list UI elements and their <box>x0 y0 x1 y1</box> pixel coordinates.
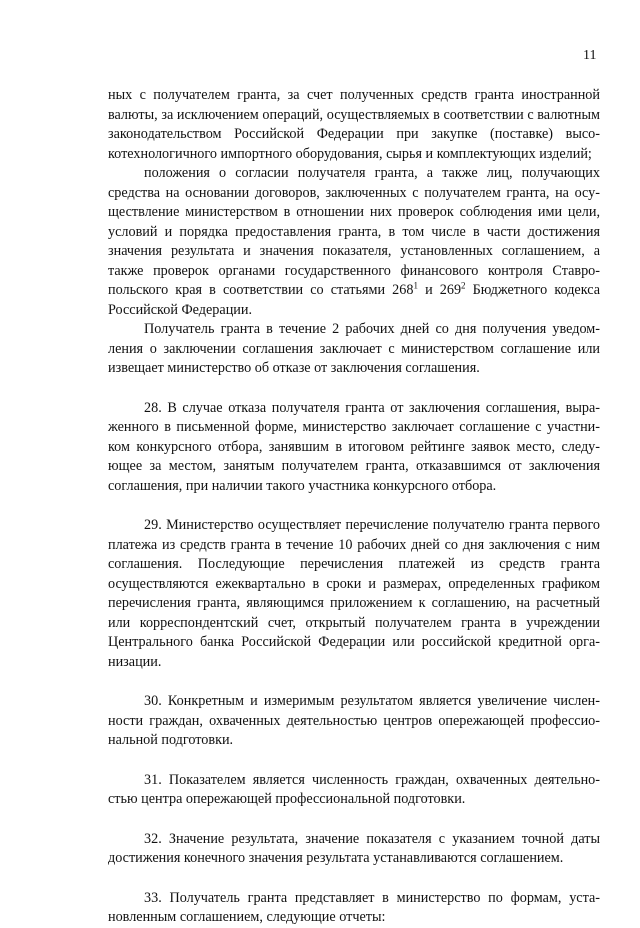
paragraph-29: 29. Министерство осуществляет перечисление получателю гранта первого платежа из средств гранта в течение 10 рабочих дней со дня заключения с ним соглашения. Последующие перечисления платежей из средств гранта осуществляются ежеквартально в сроки и размерах, определенных графиком перечисления гранта, являющимся приложением к соглашению, на расчетный или корреспондентский счет, открытый получателем гранта в учреждении Центрального банка Российской Федерации или российской кредитной организации. <box>108 517 600 670</box>
paragraph-consent-provision <box>108 164 600 320</box>
paragraph-text: положения о согласии получателя гранта, а также лиц, получающих средства на основании договоров, заключенных с получателем гранта, на осуществление министерством в отношении них проверок соблюдения ими цели, условий и порядка предоставления гранта, в том числе в части достижения значения результата и значения показателя, установленных соглашением, а также проверок органами государственного финансового контроля Ставропольского края в соответствии со статьями 268 <box>108 165 600 298</box>
paragraph-text: Бюджетного кодекса Российской Федерации. <box>108 282 601 318</box>
paragraph-continuation: ных с получателем гранта, за счет полученных средств гранта иностранной валюты, за исключением операций, осуществляемых в соответствии с валютным законодательством Российской Федерации при закупке (поставке) высокотехнологичного импортного оборудования, сырья и комплектующих изделий; <box>108 87 600 162</box>
paragraph-agreement-notice: Получатель гранта в течение 2 рабочих дней со дня получения уведомления о заключении соглашения заключает с министерством соглашение или извещает министерство об отказе от заключения соглашения. <box>108 321 600 376</box>
page-number: 11 <box>583 48 597 63</box>
paragraph-28: 28. В случае отказа получателя гранта от заключения соглашения, выраженного в письменной форме, министерство заключает соглашение с участником конкурсного отбора, занявшим в итоговом рейтинге заявок место, следующее за местом, занятым получателем гранта, отказавшимся от заключения соглашения, при наличии такого участника конкурсного отбора. <box>108 399 600 494</box>
paragraph-30: 30. Конкретным и измеримым результатом является увеличение численности граждан, охваченных деятельностью центров опережающей профессиональной подготовки. <box>108 693 600 748</box>
paragraph-31: 31. Показателем является численность граждан, охваченных деятельностью центра опережающей профессиональной подготовки. <box>108 771 600 807</box>
paragraph-text: и 269 <box>417 282 462 298</box>
superscript: 1 <box>413 280 418 291</box>
document-body <box>108 86 600 928</box>
paragraph-33: 33. Получатель гранта представляет в министерство по формам, установленным соглашением, следующие отчеты: <box>108 889 600 925</box>
paragraph-32: 32. Значение результата, значение показателя с указанием точной даты достижения конечного значения результата устанавливаются соглашением. <box>108 830 600 866</box>
superscript: 2 <box>461 280 466 291</box>
